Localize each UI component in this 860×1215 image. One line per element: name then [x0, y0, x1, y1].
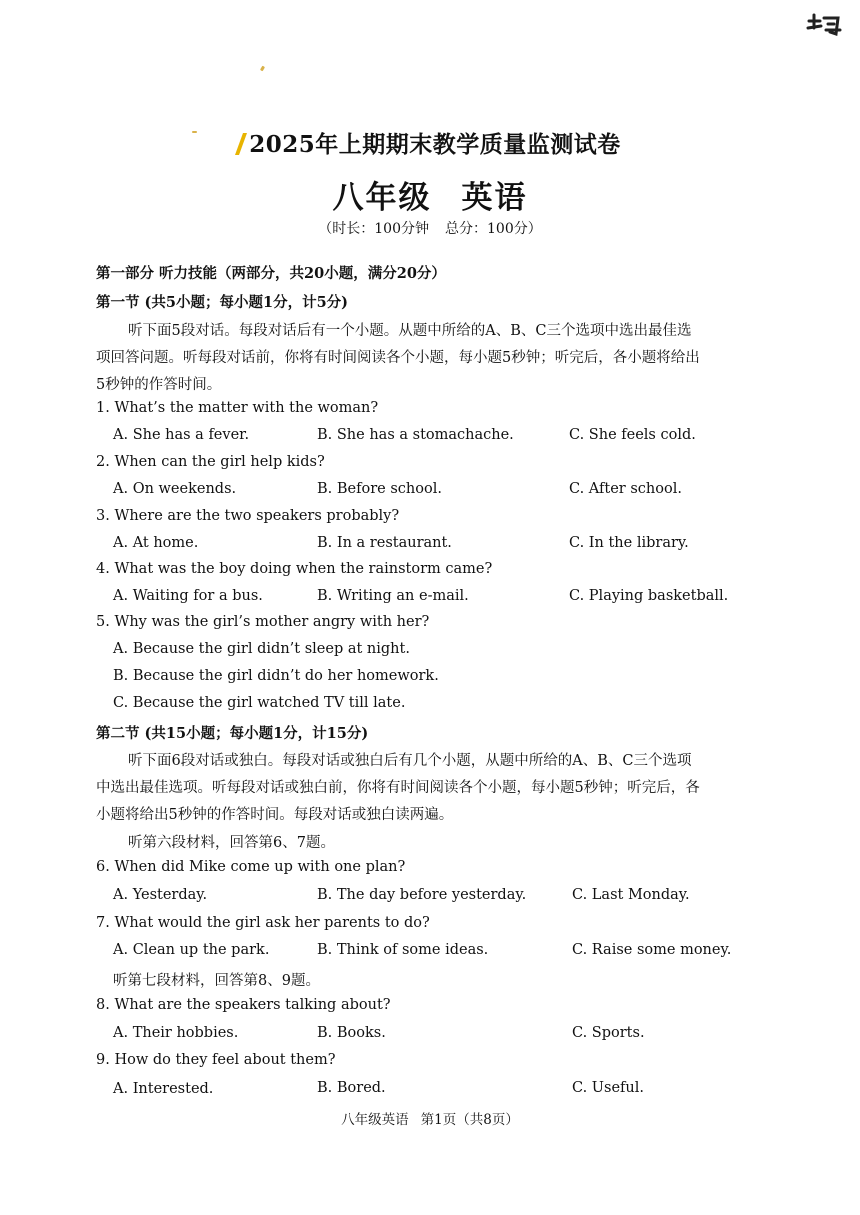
section2-instruction-line: 听下面6段对话或独白。每段对话或独白后有几个小题，从题中所给的A、B、C三个选项: [128, 753, 692, 769]
q3-option-b: B. In a restaurant.: [317, 535, 452, 551]
highlight-mark-icon: [235, 133, 247, 155]
question-9: 9. How do they feel about them?: [96, 1052, 336, 1068]
question-6: 6. When did Mike come up with one plan?: [96, 859, 406, 875]
question-5: 5. Why was the girl’s mother angry with her?: [96, 614, 430, 630]
material-6-note: 听第六段材料，回答第6、7题。: [128, 835, 335, 851]
footer-subject: 八年级英语: [341, 1112, 409, 1128]
section1-heading: 第一节 (共5小题；每小题1分，计5分): [96, 294, 349, 311]
q4-option-b: B. Writing an e-mail.: [317, 588, 469, 604]
q8-option-a: A. Their hobbies.: [113, 1025, 239, 1041]
duration-text: （时长：100分钟: [318, 221, 429, 237]
page-footer: [0, 1108, 860, 1128]
question-4: 4. What was the boy doing when the rainstorm came?: [96, 561, 493, 577]
section1-instruction-line: 项回答问题。听每段对话前，你将有时间阅读各个小题，每小题5秒钟；听完后，各小题将给出: [96, 350, 700, 366]
section2-instruction-line: 中选出最佳选项。听每段对话或独白前，你将有时间阅读各个小题，每小题5秒钟；听完后，各: [96, 780, 700, 796]
speck-mark: [260, 66, 265, 72]
q9-option-c: C. Useful.: [572, 1080, 644, 1096]
q6-option-c: C. Last Monday.: [572, 887, 690, 903]
q1-option-b: B. She has a stomachache.: [317, 427, 514, 443]
q3-option-a: A. At home.: [113, 535, 199, 551]
section2-instruction-line: 小题将给出5秒钟的作答时间。每段对话或独白读两遍。: [96, 807, 454, 823]
q9-option-b: B. Bored.: [317, 1080, 386, 1096]
material-7-note: 听第七段材料，回答第8、9题。: [113, 973, 320, 989]
question-8: 8. What are the speakers talking about?: [96, 997, 391, 1013]
q5-option-c: C. Because the girl watched TV till late.: [113, 695, 406, 711]
q2-option-a: A. On weekends.: [113, 481, 237, 497]
grade-subject: [0, 172, 860, 217]
question-7: 7. What would the girl ask her parents to do?: [96, 915, 430, 931]
subject-label: 英语: [461, 180, 528, 216]
question-1: 1. What’s the matter with the woman?: [96, 400, 379, 416]
exam-info: [0, 218, 860, 238]
q2-option-c: C. After school.: [569, 481, 682, 497]
q7-option-b: B. Think of some ideas.: [317, 942, 489, 958]
section1-instruction-line: 听下面5段对话。每段对话后有一个小题。从题中所给的A、B、C三个选项中选出最佳选: [128, 323, 692, 339]
q2-option-b: B. Before school.: [317, 481, 442, 497]
total-score-text: 总分：100分）: [445, 221, 542, 237]
q7-option-a: A. Clean up the park.: [113, 942, 270, 958]
exam-title: 2025年上期期末教学质量监测试卷: [0, 126, 860, 159]
q5-option-a: A. Because the girl didn’t sleep at night.: [113, 641, 410, 657]
q8-option-b: B. Books.: [317, 1025, 386, 1041]
q4-option-c: C. Playing basketball.: [569, 588, 729, 604]
section1-instruction-line: 5秒钟的作答时间。: [96, 377, 222, 393]
q1-option-a: A. She has a fever.: [113, 427, 250, 443]
q3-option-c: C. In the library.: [569, 535, 689, 551]
part1-heading: 第一部分 听力技能（两部分，共20小题，满分20分）: [96, 265, 446, 282]
q9-option-a: A. Interested.: [113, 1081, 214, 1097]
q6-option-a: A. Yesterday.: [113, 887, 208, 903]
q8-option-c: C. Sports.: [572, 1025, 645, 1041]
page-number: 第1页（共8页）: [420, 1112, 519, 1128]
q6-option-b: B. The day before yesterday.: [317, 887, 527, 903]
q5-option-b: B. Because the girl didn’t do her homework.: [113, 668, 439, 684]
question-3: 3. Where are the two speakers probably?: [96, 508, 400, 524]
grade-label: 八年级: [332, 180, 432, 216]
corner-logo-icon: [806, 12, 842, 40]
q1-option-c: C. She feels cold.: [569, 427, 696, 443]
question-2: 2. When can the girl help kids?: [96, 454, 325, 470]
q7-option-c: C. Raise some money.: [572, 942, 732, 958]
section2-heading: 第二节 (共15小题；每小题1分，计15分): [96, 725, 369, 742]
q4-option-a: A. Waiting for a bus.: [113, 588, 263, 604]
